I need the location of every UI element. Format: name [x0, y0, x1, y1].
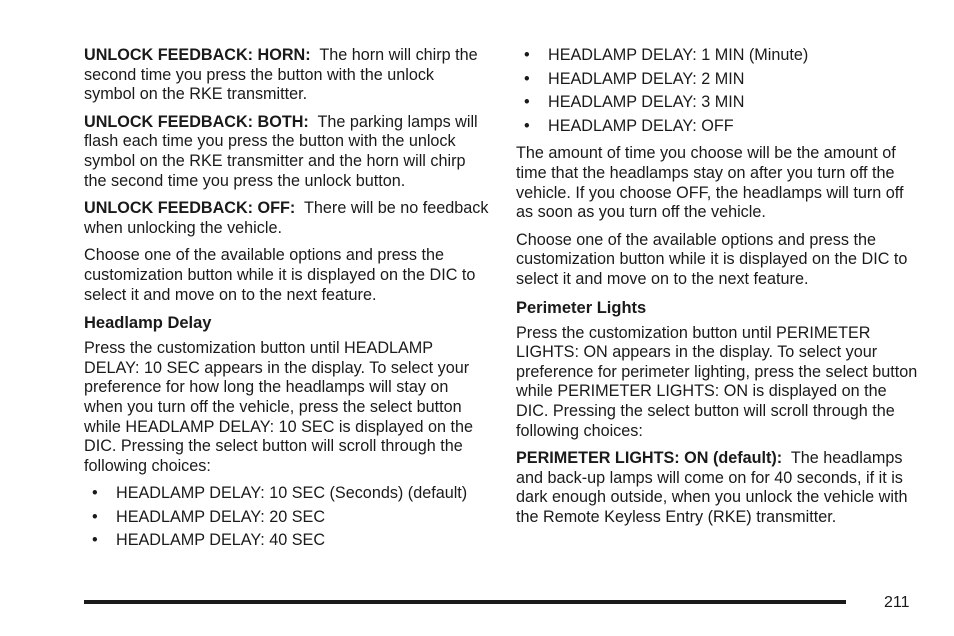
list-item — [516, 117, 921, 137]
bullet-icon: • — [524, 116, 530, 135]
headlamp-intro: Press the customization button until HEADLAMP DELAY: 10 SEC appears in the display. To select your preference for how long the headlamps will stay on when you turn off the vehicle, press the select button while HEADLAMP DELAY: 10 SEC is displayed on the DIC. Pressing the select button will scroll through the following choices: — [84, 339, 473, 475]
bullet-icon: • — [92, 484, 98, 503]
list-item — [84, 484, 489, 504]
page-number: 211 — [884, 594, 910, 611]
bullet-icon: • — [92, 531, 98, 550]
list-item — [516, 46, 921, 66]
term-text: The headlamps and back-up lamps will come on for 40 seconds, if it is dark enough outside, when you unlock the vehicle with the Remote Keyless Entry (RKE) transmitter. — [516, 449, 908, 526]
left-column — [84, 46, 489, 559]
term-label: UNLOCK FEEDBACK: HORN: — [84, 46, 311, 64]
list-item-text: HEADLAMP DELAY: 3 MIN — [548, 93, 745, 112]
term-label: PERIMETER LIGHTS: ON (default): — [516, 449, 783, 468]
headlamp-choices-list — [84, 484, 489, 551]
perimeter-lights-on — [516, 449, 921, 527]
list-item-text: HEADLAMP DELAY: OFF — [548, 116, 734, 135]
choose-paragraph: Choose one of the available options and press the customization button while it is displayed on the DIC to select it and move on to the next feature. — [516, 230, 908, 288]
list-item — [516, 70, 921, 90]
perimeter-intro: Press the customization button until PERIMETER LIGHTS: ON appears in the display. To select your preference for perimeter lighting, press the select button while PERIMETER LIGHTS: ON is displayed on the DIC. Pressing the select button will scroll through the following choices: — [516, 323, 918, 440]
list-item-text: HEADLAMP DELAY: 2 MIN — [548, 69, 745, 88]
term-text: The parking lamps will flash each time you press the button with the unlock symbol on the RKE transmitter and the horn will chirp the second time you press the unlock button. — [84, 112, 478, 190]
bullet-icon: • — [92, 507, 98, 526]
headlamp-choices-list-continued — [516, 46, 921, 136]
bullet-icon: • — [524, 46, 530, 64]
list-item-text: HEADLAMP DELAY: 10 SEC (Seconds) (default) — [116, 484, 468, 503]
amount-paragraph: The amount of time you choose will be the amount of time that the headlamps stay on after you turn off the vehicle. If you choose OFF, the headlamps will turn off as soon as you turn off the vehicle. — [516, 144, 904, 222]
unlock-feedback-horn — [84, 46, 489, 105]
unlock-feedback-off — [84, 199, 489, 238]
term-text: There will be no feedback when unlocking the vehicle. — [84, 199, 489, 237]
list-item — [84, 508, 489, 528]
term-label: UNLOCK FEEDBACK: OFF: — [84, 199, 296, 218]
term-text: The horn will chirp the second time you press the button with the unlock symbol on the RKE transmitter. — [84, 46, 478, 104]
bullet-icon: • — [524, 69, 530, 88]
list-item-text: HEADLAMP DELAY: 20 SEC — [116, 507, 326, 526]
choose-paragraph: Choose one of the available options and press the customization button while it is displayed on the DIC to select it and move on to the next feature. — [84, 246, 476, 304]
footer-rule — [84, 600, 846, 604]
right-column — [516, 46, 921, 535]
list-item — [516, 93, 921, 113]
list-item-text: HEADLAMP DELAY: 40 SEC — [116, 531, 326, 550]
headlamp-delay-heading: Headlamp Delay — [84, 314, 212, 333]
unlock-feedback-both — [84, 113, 489, 191]
bullet-icon: • — [524, 93, 530, 112]
list-item-text: HEADLAMP DELAY: 1 MIN (Minute) — [548, 46, 809, 64]
perimeter-lights-heading: Perimeter Lights — [516, 298, 647, 317]
term-label: UNLOCK FEEDBACK: BOTH: — [84, 112, 309, 131]
list-item — [84, 531, 489, 551]
